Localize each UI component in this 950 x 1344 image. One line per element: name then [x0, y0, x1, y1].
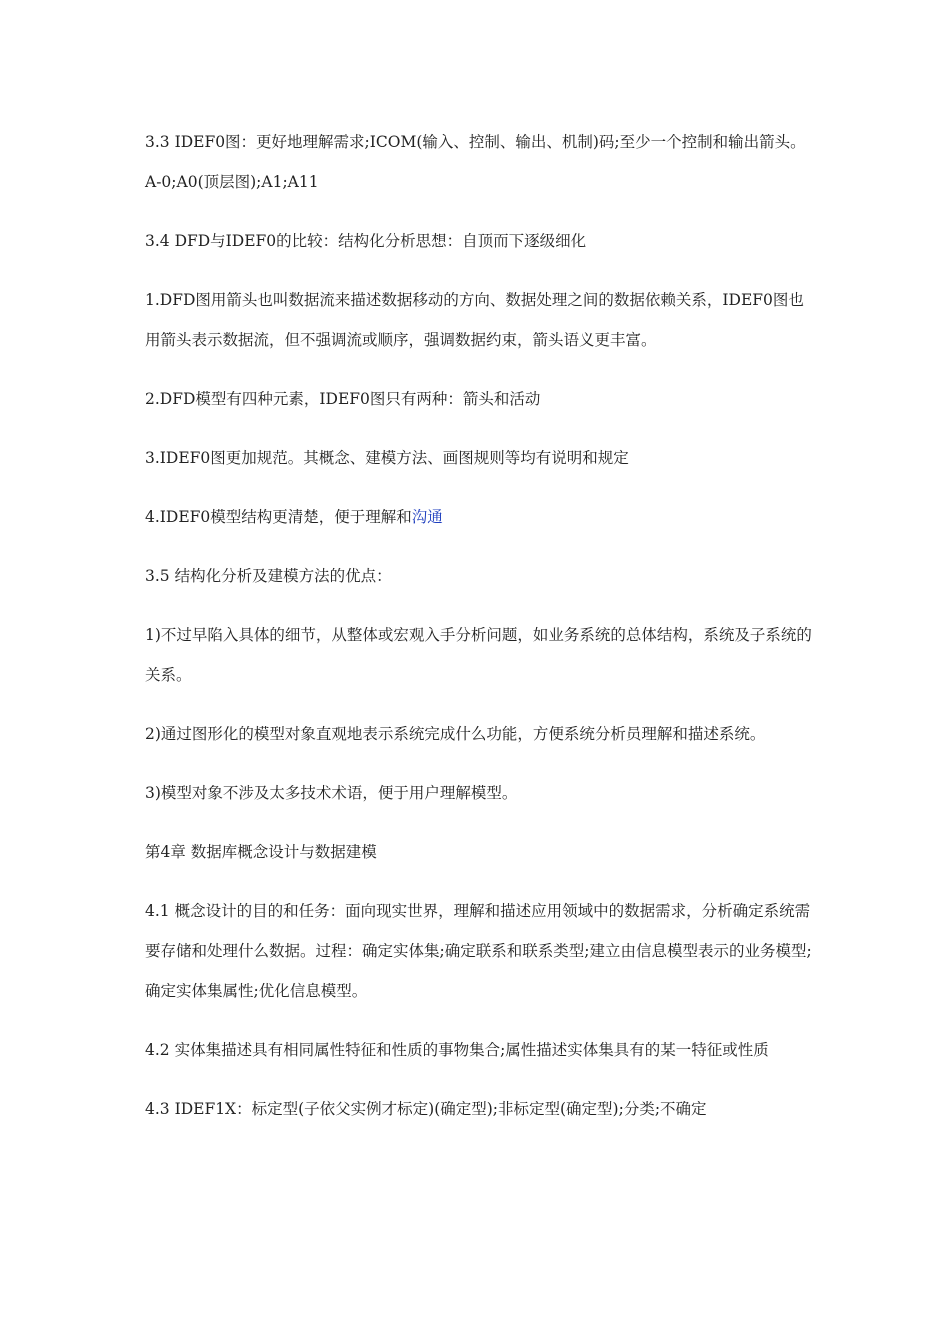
paragraph-gap: [145, 537, 813, 556]
paragraph-gap: [145, 261, 813, 280]
document-body: [145, 122, 813, 1129]
paragraph-point-3-standard: 3.IDEF0图更加规范。其概念、建模方法、画图规则等均有说明和规定: [145, 449, 629, 467]
paragraph-point-4-text: 4.IDEF0模型结构更清楚，便于理解和: [145, 508, 412, 526]
paragraph-advantage-3: 3)模型对象不涉及太多技术术语，便于用户理解模型。: [145, 784, 518, 802]
paragraph-gap: [145, 202, 813, 221]
paragraph-point-1-dfd: 1.DFD图用箭头也叫数据流来描述数据移动的方向、数据处理之间的数据依赖关系，IDEF0图也用箭头表示数据流，但不强调流或顺序，强调数据约束，箭头语义更丰富。: [145, 291, 804, 349]
paragraph-gap: [145, 813, 813, 832]
paragraph-gap: [145, 695, 813, 714]
paragraph-advantage-2: 2)通过图形化的模型对象直观地表示系统完成什么功能，方便系统分析员理解和描述系统。: [145, 725, 766, 743]
paragraph-gap: [145, 419, 813, 438]
paragraph-3-5-advantages: 3.5 结构化分析及建模方法的优点：: [145, 567, 392, 585]
chapter-4-heading: 第4章 数据库概念设计与数据建模: [145, 843, 377, 861]
paragraph-3-4-comparison: 3.4 DFD与IDEF0的比较：结构化分析思想：自顶而下逐级细化: [145, 232, 587, 250]
paragraph-4-1-concept-design: 4.1 概念设计的目的和任务：面向现实世界，理解和描述应用领域中的数据需求，分析确定系统需要存储和处理什么数据。过程：确定实体集;确定联系和联系类型;建立由信息模型表示的业务模型;确定实体集属性;优化信息模型。: [145, 902, 812, 1000]
paragraph-4-2-entity-set: 4.2 实体集描述具有相同属性特征和性质的事物集合;属性描述实体集具有的某一特征或性质: [145, 1041, 769, 1059]
paragraph-gap: [145, 754, 813, 773]
communication-link[interactable]: 沟通: [411, 508, 443, 526]
paragraph-gap: [145, 360, 813, 379]
paragraph-point-4-clarity: [145, 497, 813, 537]
paragraph-gap: [145, 872, 813, 891]
paragraph-3-3-idef0: 3.3 IDEF0图：更好地理解需求;ICOM(输入、控制、输出、机制)码;至少一个控制和输出箭头。A-0;A0(顶层图);A1;A11: [145, 133, 806, 191]
paragraph-point-2-elements: 2.DFD模型有四种元素，IDEF0图只有两种：箭头和活动: [145, 390, 541, 408]
paragraph-advantage-1: 1)不过早陷入具体的细节，从整体或宏观入手分析问题，如业务系统的总体结构，系统及子系统的关系。: [145, 626, 812, 684]
paragraph-gap: [145, 1070, 813, 1089]
paragraph-gap: [145, 1011, 813, 1030]
paragraph-gap: [145, 478, 813, 497]
paragraph-gap: [145, 596, 813, 615]
paragraph-4-3-idef1x: 4.3 IDEF1X：标定型(子依父实例才标定)(确定型);非标定型(确定型);分类;不确定: [145, 1100, 707, 1118]
